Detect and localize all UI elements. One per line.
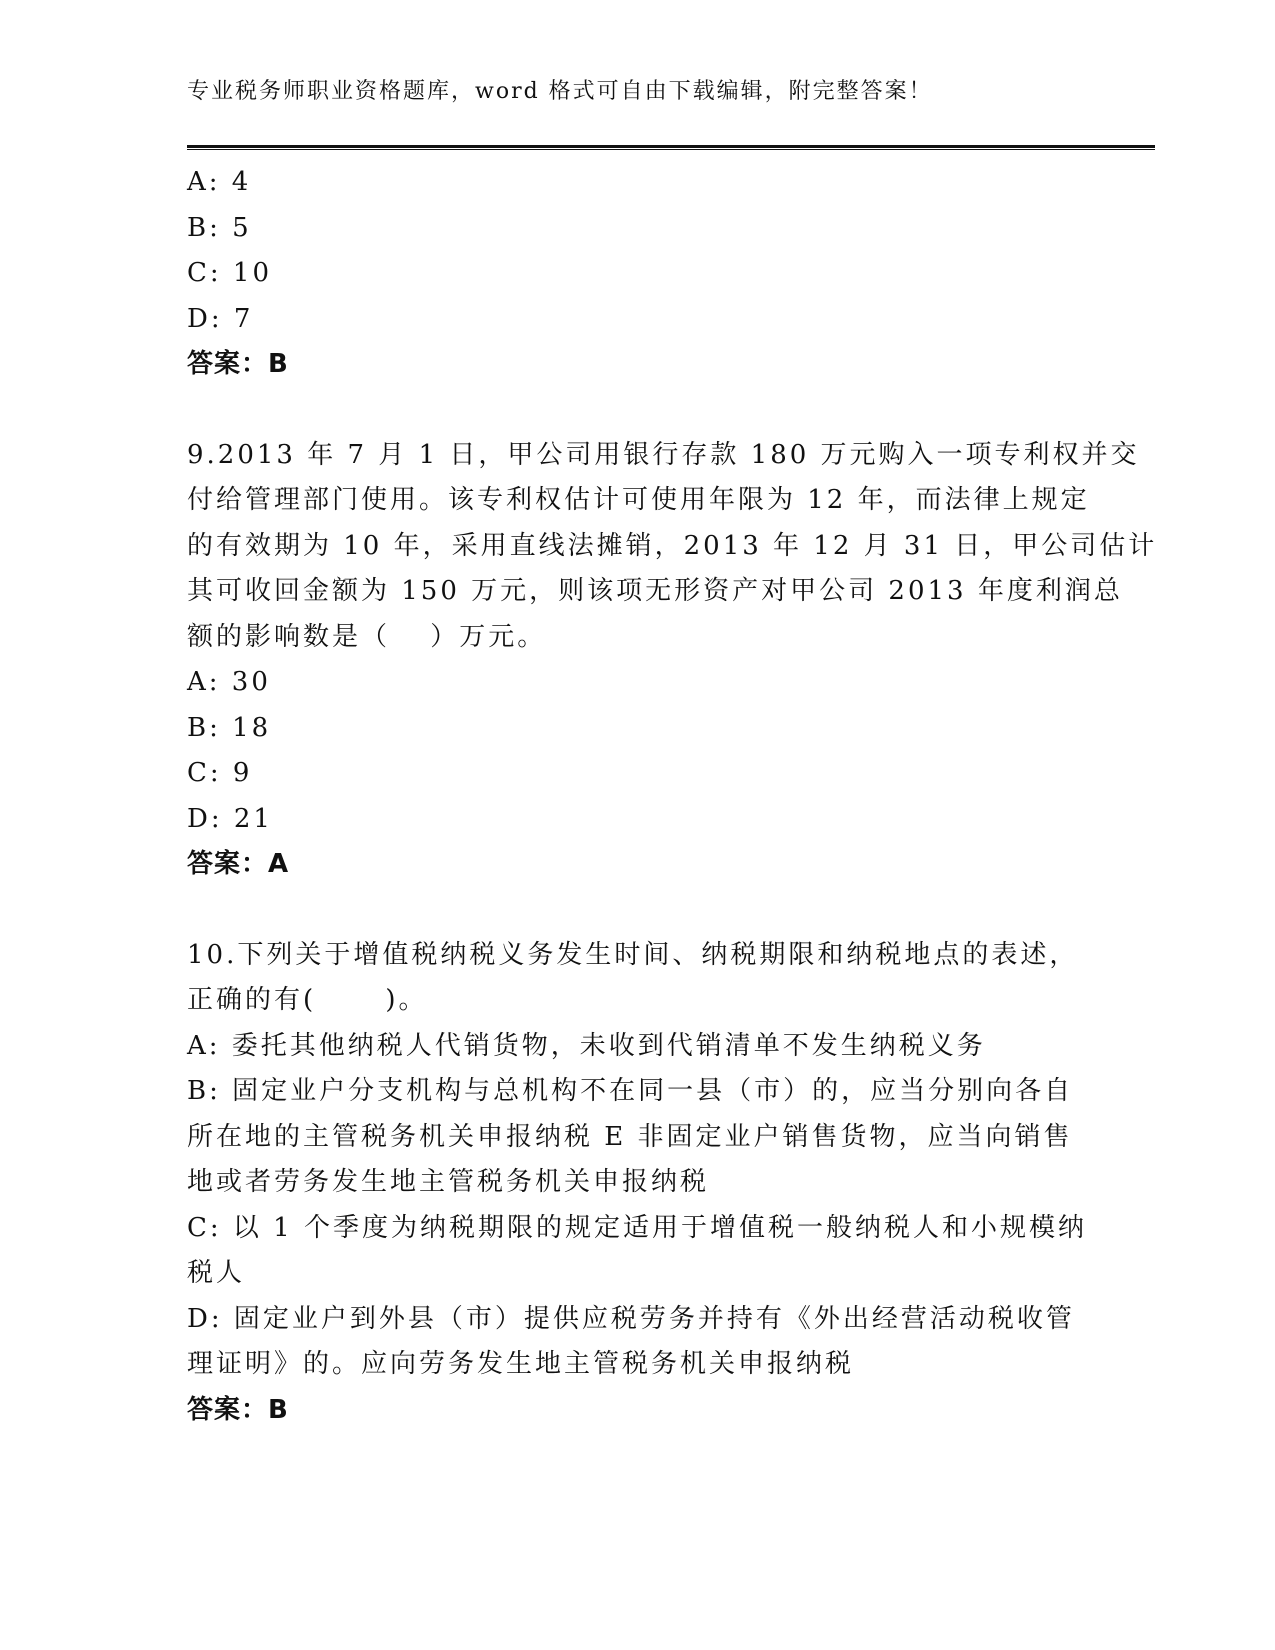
question-text-line: 10.下列关于增值税纳税义务发生时间、纳税期限和纳税地点的表述， — [187, 939, 1079, 970]
option-d-continued: 理证明》的。应向劳务发生地主管税务机关申报纳税 — [187, 1349, 855, 1379]
option-b-continued: 所在地的主管税务机关申报纳税 E 非固定业户销售货物，应当向销售 — [187, 1121, 1073, 1152]
question-text-line: 额的影响数是（ ）万元。 — [187, 621, 547, 652]
question-text-line: 的有效期为 10 年，采用直线法摊销，2013 年 12 月 31 日，甲公司估计 — [187, 530, 1158, 561]
option-b-continued: 地或者劳务发生地主管税务机关申报纳税 — [187, 1167, 710, 1197]
question-text-line: 付给管理部门使用。该专利权估计可使用年限为 12 年，而法律上规定 — [187, 485, 1090, 515]
question-9 — [187, 433, 1158, 888]
question-text-line: 正确的有( )。 — [187, 985, 428, 1015]
answer-line: 答案：B — [187, 349, 289, 379]
option-c: C: 10 — [187, 258, 273, 288]
option-c-continued: 税人 — [187, 1258, 246, 1288]
document-body — [187, 160, 1158, 1433]
option-d: D: 21 — [187, 803, 273, 834]
question-8-fragment — [187, 160, 1087, 388]
question-text-line: 其可收回金额为 150 万元，则该项无形资产对甲公司 2013 年度利润总 — [187, 576, 1123, 606]
option-c: C: 9 — [187, 758, 253, 788]
option-d: D: 7 — [187, 303, 254, 334]
question-text-line: 9.2013 年 7 月 1 日，甲公司用银行存款 180 万元购入一项专利权并交 — [187, 439, 1140, 470]
page-header: 专业税务师职业资格题库，word 格式可自由下载编辑，附完整答案！ — [187, 79, 933, 104]
option-a: A: 4 — [187, 167, 252, 197]
answer-line: 答案：A — [187, 849, 290, 879]
option-b: B: 18 — [187, 712, 272, 743]
option-b: B: 固定业户分支机构与总机构不在同一县（市）的，应当分别向各自 — [187, 1076, 1074, 1106]
option-a: A: 委托其他纳税人代销货物，未收到代销清单不发生纳税义务 — [187, 1030, 986, 1061]
answer-line: 答案：B — [187, 1394, 289, 1425]
option-c: C: 以 1 个季度为纳税期限的规定适用于增值税一般纳税人和小规模纳 — [187, 1212, 1087, 1243]
option-d: D: 固定业户到外县（市）提供应税劳务并持有《外出经营活动税收管 — [187, 1303, 1075, 1334]
question-10 — [187, 933, 1087, 1434]
option-a: A: 30 — [187, 667, 271, 697]
option-b: B: 5 — [187, 212, 252, 243]
header-divider — [187, 145, 1155, 150]
